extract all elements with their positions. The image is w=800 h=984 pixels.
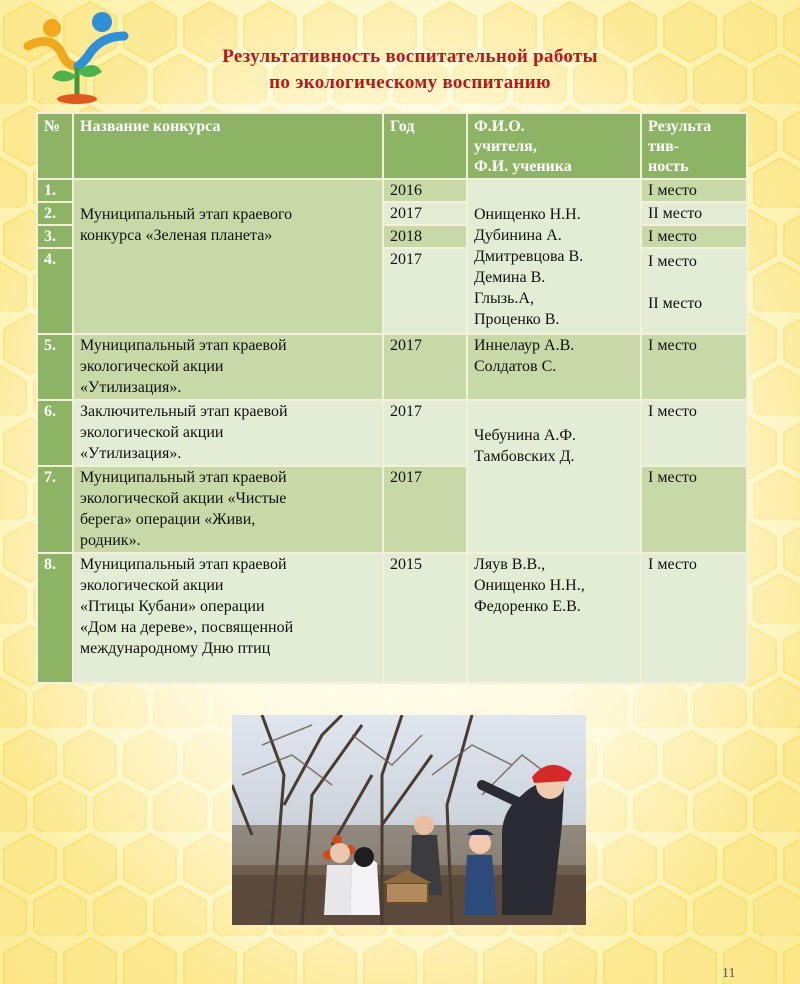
contest-line: экологической акции [80,577,224,594]
contest-line: экологической акции [80,424,224,441]
contest-line: «Птицы Кубани» операции [80,598,265,615]
name-line: Демина В. [474,269,546,286]
contest-line: конкурса «Зеленая планета» [80,227,273,244]
year-cell: 2017 [383,400,467,466]
header-result [641,113,747,179]
table-row [37,400,747,466]
row-number: 8. [37,553,73,683]
row-number: 7. [37,466,73,553]
row-number: 5. [37,334,73,400]
result-cell: I место [641,334,747,400]
result-line: II место [648,295,703,312]
contest-cell [73,334,383,400]
names-cell [467,334,641,400]
name-line: Дубинина А. [474,227,562,244]
table-row [37,553,747,683]
header-year: Год [383,113,467,179]
name-line: Онищенко Н.Н. [474,206,581,223]
header-contest: Название конкурса [73,113,383,179]
result-cell: I место [641,400,747,466]
name-line: Онищенко Н.Н., [474,577,585,594]
year-cell: 2016 [383,179,467,202]
table-row [37,334,747,400]
header-names-line-3: Ф.И. ученика [474,158,572,175]
name-line: Иннелаур А.В. [474,337,575,354]
result-cell: I место [641,225,747,248]
header-names [467,113,641,179]
contest-line: Муниципальный этап краевой [80,556,287,573]
name-line: Дмитревцова В. [474,248,584,265]
contest-line: экологической акции [80,358,224,375]
year-cell: 2015 [383,553,467,683]
contest-line: Заключительный этап краевой [80,403,288,420]
result-cell: I место [641,179,747,202]
year-cell: 2017 [383,466,467,553]
row-number: 6. [37,400,73,466]
title-line-2: по экологическому воспитанию [269,72,551,93]
header-number: № [37,113,73,179]
year-cell: 2017 [383,334,467,400]
contest-cell [73,400,383,466]
contest-line: международному Дню птиц [80,640,271,657]
name-line: Солдатов С. [474,358,557,375]
logo-people-sprout-icon [22,6,132,106]
contest-line: «Утилизация». [80,445,182,462]
header-result-line-3: ность [648,158,689,175]
result-cell: II место [641,202,747,225]
row-number: 4. [37,248,73,334]
contest-line: «Утилизация». [80,379,182,396]
result-cell [641,248,747,334]
year-cell: 2017 [383,202,467,225]
header-names-line-2: учителя, [474,138,537,155]
name-line: Проценко В. [474,311,560,328]
title-line-1: Результативность воспитательной работы [222,46,598,67]
row-number: 3. [37,225,73,248]
table-header-row [37,113,747,179]
table-row [37,466,747,553]
name-line: Тамбовских Д. [474,448,575,465]
row-number: 2. [37,202,73,225]
page-number: 11 [722,966,736,981]
header-result-line-1: Результа [648,118,712,135]
contest-line: Муниципальный этап краевой [80,469,287,486]
page-title [130,44,690,96]
contest-cell [73,553,383,683]
header-names-line-1: Ф.И.О. [474,118,525,135]
name-line: Глызь.А, [474,290,534,307]
result-line: I место [648,253,697,270]
year-cell: 2018 [383,225,467,248]
photo-children-birdhouse [232,715,586,925]
names-cell [467,400,641,553]
contest-line: Муниципальный этап краевой [80,337,287,354]
contest-line: Муниципальный этап краевого [80,206,293,223]
result-cell: I место [641,466,747,553]
names-cell [467,553,641,683]
table-row [37,179,747,202]
result-cell: I место [641,553,747,683]
header-result-line-2: тив- [648,138,680,155]
name-line: Чебунина А.Ф. [474,427,577,444]
contest-line: «Дом на дереве», посвященной [80,619,294,636]
name-line: Ляув В.В., [474,556,546,573]
contest-line: родник». [80,532,141,549]
year-cell: 2017 [383,248,467,334]
contest-line: экологической акции «Чистые [80,490,287,507]
contest-line: берега» операции «Живи, [80,511,256,528]
contest-cell [73,179,383,334]
row-number: 1. [37,179,73,202]
results-table [36,112,748,684]
names-cell [467,179,641,334]
name-line: Федоренко Е.В. [474,598,581,615]
contest-cell [73,466,383,553]
